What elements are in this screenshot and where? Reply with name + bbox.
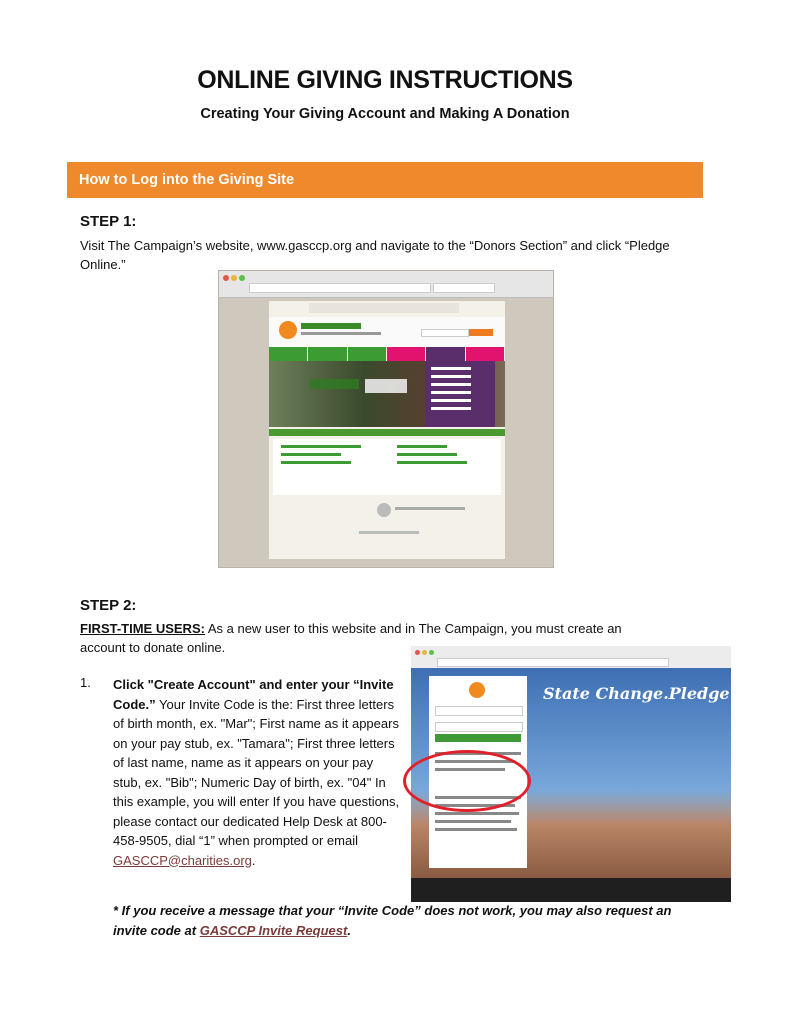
helpdesk-email-link[interactable]: GASCCP@charities.org — [113, 852, 252, 868]
donors-section-menu — [425, 361, 495, 427]
step1-text: Visit The Campaign’s website, www.gasccp.org and navigate to the “Donors Section” and click “Pledge Online.” — [80, 238, 670, 272]
note-text: * If you receive a message that your “Invite Code” does not work, you may also request an invite code at — [113, 903, 672, 938]
note-end: . — [347, 922, 351, 938]
list-item-number: 1. — [80, 675, 91, 690]
helpful-links-area — [273, 439, 501, 495]
browser-chrome — [219, 271, 553, 298]
tagline: State Change.Pledge Today! — [543, 684, 794, 703]
campaign-website-screenshot — [218, 270, 554, 568]
invite-request-link[interactable]: GASCCP Invite Request — [199, 922, 348, 938]
browser-chrome — [411, 646, 731, 669]
create-account-instruction: Click "Create Account" and enter your “Invite Code.” — [113, 677, 394, 712]
step2-heading: STEP 2: — [80, 597, 137, 614]
list-item-end: . — [251, 852, 256, 868]
step2-intro-text: As a new user to this website and in The Campaign, you must create an account to donate online. — [80, 621, 622, 655]
invite-code-highlight-circle — [403, 750, 531, 812]
invite-code-note — [113, 901, 673, 940]
website-header — [269, 317, 505, 347]
footer-bar — [411, 878, 731, 902]
helpful-links-bar — [269, 429, 505, 436]
invite-code-explanation: Your Invite Code is the: First three letters of birth month, ex. "Mar"; First name as it appears on your pay stub, ex. "Tamara"; First three letters of last name, name as it appears on your pay stub, ex. "Bib"; Numeric Day of birth, ex. "04" In this example, you will enter If you have questions, please contact our dedicated Help Desk at 800-458-9505, dial “1” when prompted or email — [113, 696, 400, 848]
website-nav — [269, 347, 505, 361]
list-item-text — [113, 675, 403, 870]
section-banner: How to Log into the Giving Site — [67, 162, 703, 198]
document-title: ONLINE GIVING INSTRUCTIONS — [197, 66, 573, 94]
login-page-screenshot — [411, 646, 794, 902]
first-time-users-label: FIRST-TIME USERS: — [80, 621, 205, 636]
document-subtitle: Creating Your Giving Account and Making A Donation — [200, 106, 570, 122]
website-page — [269, 301, 505, 559]
step1-heading: STEP 1: — [80, 213, 137, 230]
